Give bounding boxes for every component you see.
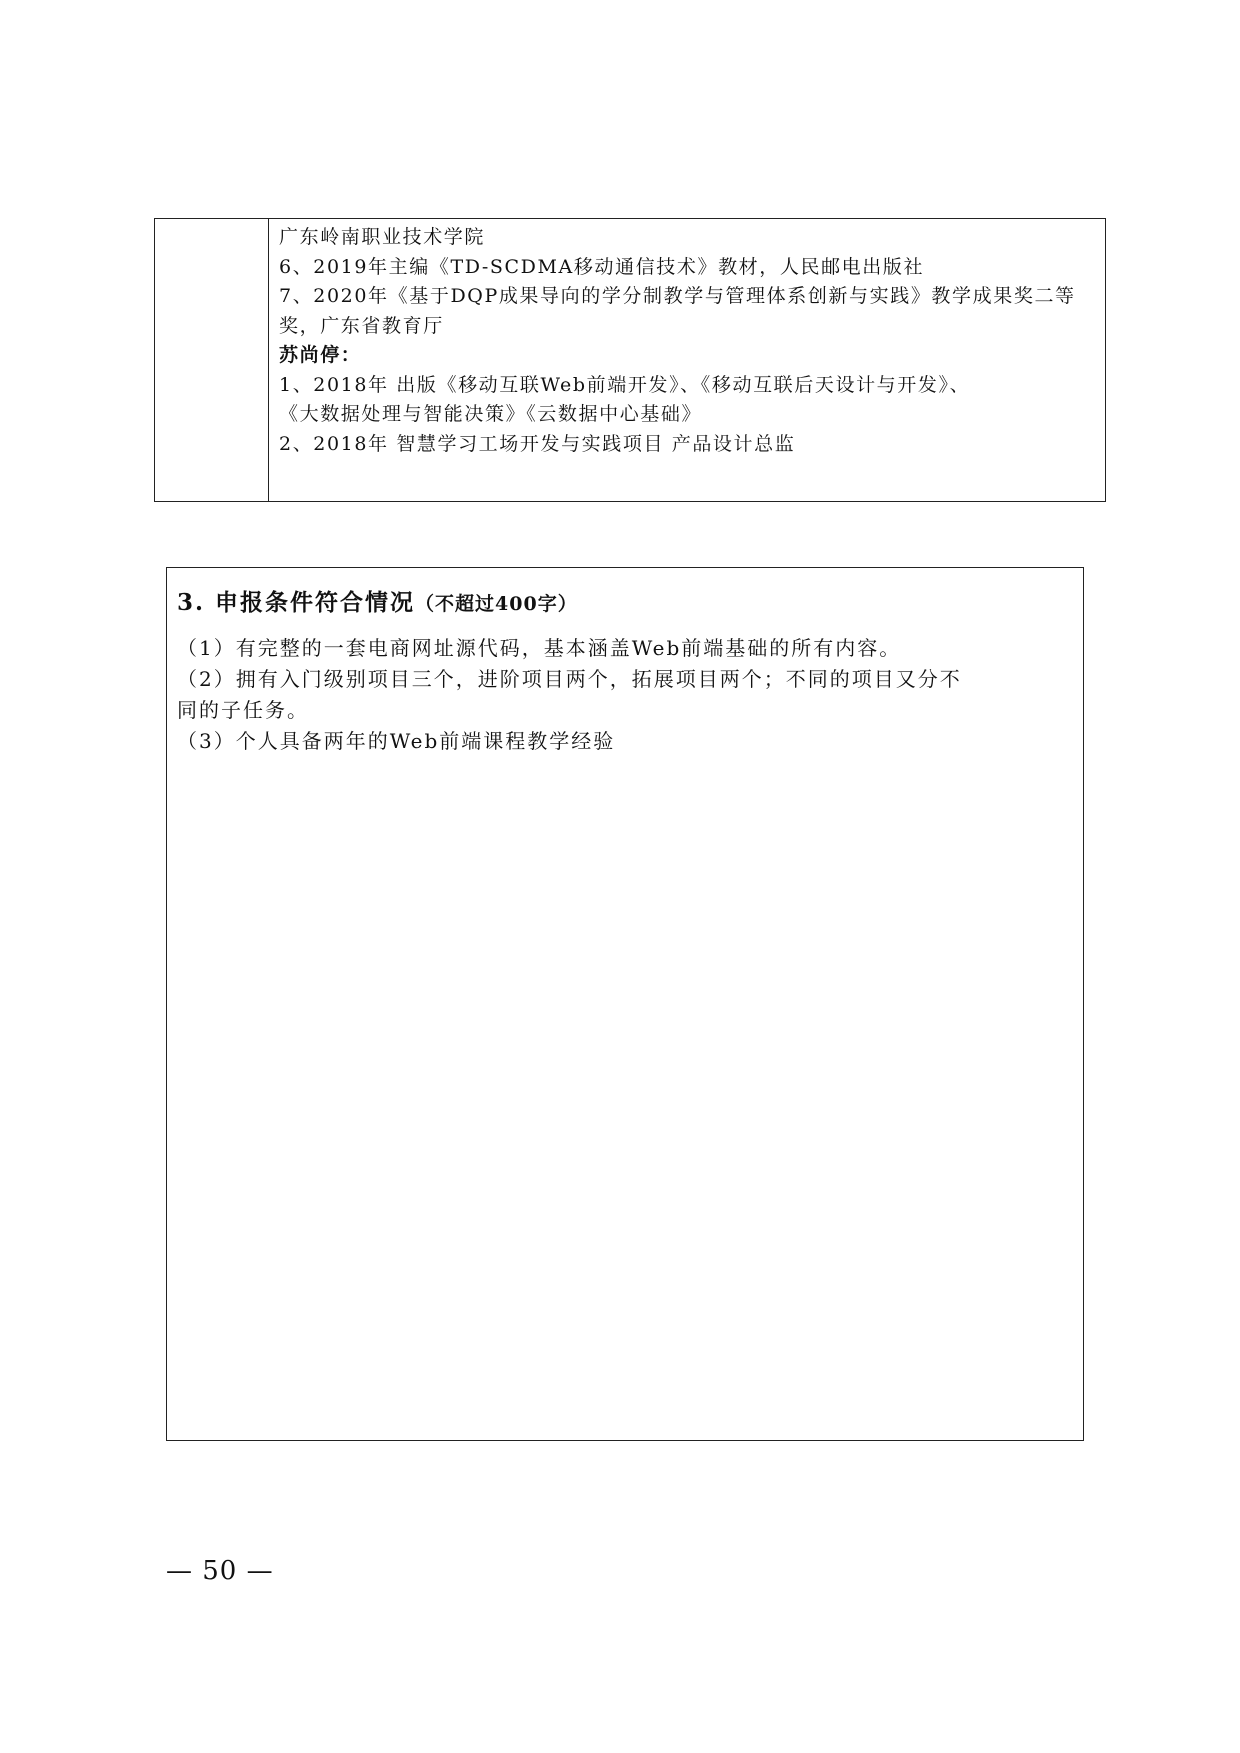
text-line: 奖，广东省教育厅 [279,314,444,337]
text-line: 2、2018年 智慧学习工场开发与实践项目 产品设计总监 [279,432,796,455]
text-line: 《大数据处理与智能决策》《云数据中心基础》 [279,403,703,425]
text-line: 广东岭南职业技术学院 [279,226,486,248]
section-title-main: 3. 申报条件符合情况 [177,589,416,616]
page-number: — 50 — [166,1556,274,1586]
text-line: 7、2020年《基于DQP成果导向的学分制教学与管理体系创新与实践》教学成果奖二等 [279,285,1076,307]
condition-line: （1）有完整的一套电商网址源代码，基本涵盖Web前端基础的所有内容。 [177,636,902,660]
person-name-heading: 苏尚停： [279,344,362,366]
conditions-section [166,567,1084,1441]
text-line: 6、2019年主编《TD-SCDMA移动通信技术》教材，人民邮电出版社 [279,255,925,278]
condition-line: 同的子任务。 [177,698,309,722]
section-title [177,586,1073,621]
section-title-note: （不超过400字） [415,593,578,615]
condition-line: （2）拥有入门级别项目三个，进阶项目两个，拓展项目两个；不同的项目又分不 [177,667,962,691]
continuation-table [154,218,1106,502]
table-label-cell [155,219,269,501]
text-line: 1、2018年 出版《移动互联Web前端开发》、《移动互联后天设计与开发》、 [279,373,971,396]
table-content-cell [269,219,1105,501]
condition-line: （3）个人具备两年的Web前端课程教学经验 [177,729,616,753]
